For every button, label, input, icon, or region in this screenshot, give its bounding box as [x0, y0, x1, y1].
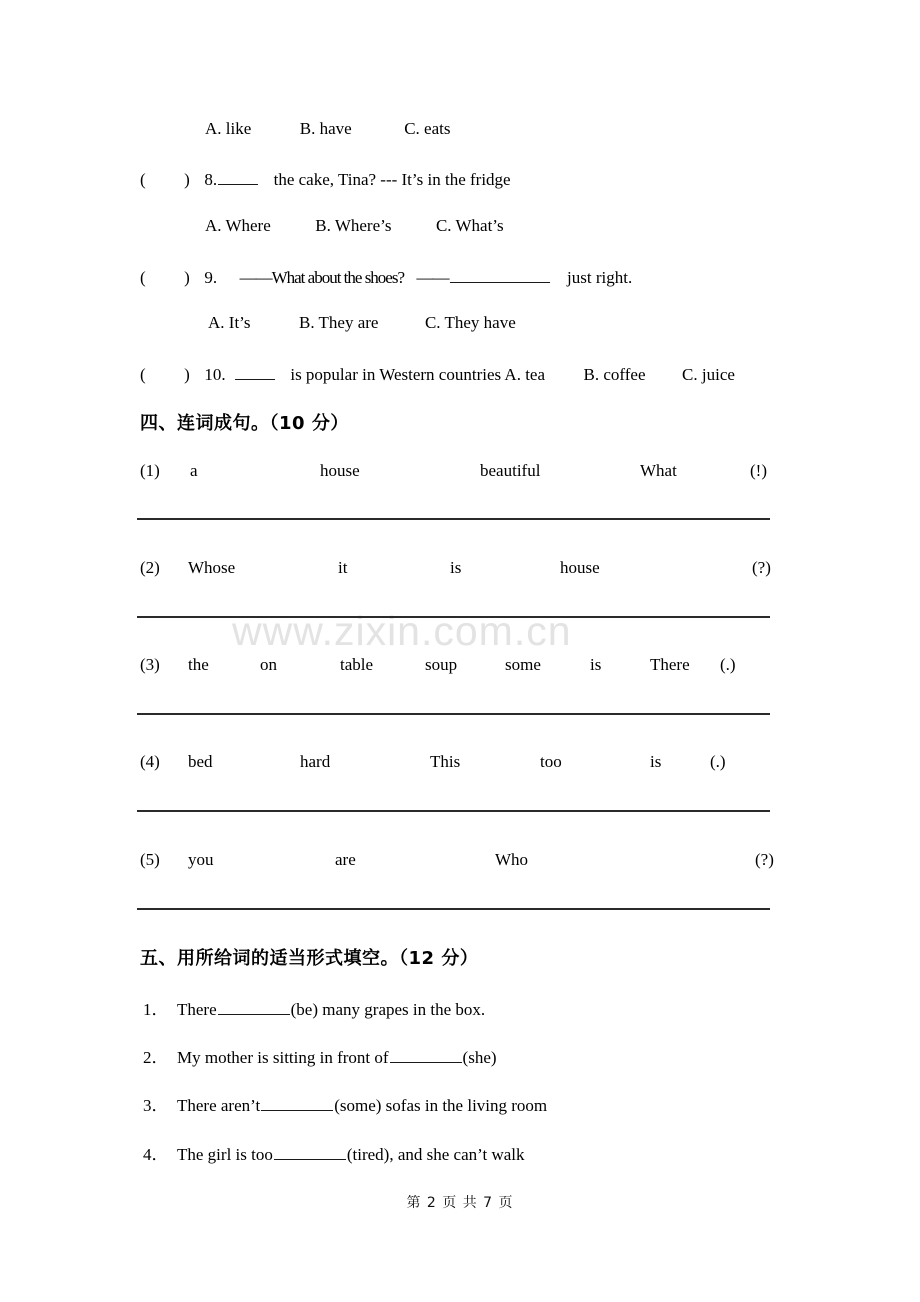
q8-stem-text: the cake, Tina? --- It’s in the fridge [273, 170, 511, 190]
fill-blank-item-3 [143, 1091, 547, 1116]
fill-blank-item-2 [143, 1043, 497, 1068]
word-token[interactable]: What [640, 461, 677, 480]
word-token[interactable]: house [560, 558, 600, 577]
item-text-before: The girl is too [177, 1145, 273, 1164]
q10-option-b[interactable]: B. coffee [583, 365, 646, 385]
q8-number: 8. [204, 170, 218, 190]
item-text-before: There [177, 1000, 217, 1019]
item-text-after: (some) sofas in the living room [334, 1096, 548, 1115]
word-token[interactable]: a [190, 461, 198, 480]
answer-blank[interactable] [261, 1094, 333, 1111]
q8-bracket-close: ) [184, 170, 190, 190]
item-text-after: (tired), and she can’t walk [346, 1145, 525, 1164]
word-token[interactable]: too [540, 752, 562, 771]
item-number: 4． [143, 1145, 169, 1164]
q10-bracket-open: ( [140, 365, 146, 385]
q9-number: 9. [204, 268, 218, 288]
item-number: 2． [143, 1048, 169, 1067]
word-token[interactable]: soup [425, 655, 458, 674]
answer-blank[interactable] [218, 998, 290, 1015]
answer-line[interactable] [137, 713, 770, 715]
page-footer: 第 2 页 共 7 页 [406, 1195, 514, 1211]
word-order-label: (1) [140, 461, 160, 480]
answer-line[interactable] [137, 810, 770, 812]
word-token[interactable]: is [450, 558, 462, 577]
question-9-options [208, 314, 516, 331]
answer-line[interactable] [137, 518, 770, 520]
item-text-after: (be) many grapes in the box. [290, 1000, 486, 1019]
word-order-label: (2) [140, 558, 160, 577]
word-token[interactable]: bed [188, 752, 213, 771]
item-number: 1． [143, 1000, 169, 1019]
q10-number: 10. [204, 365, 226, 385]
fill-blank-item-1 [143, 995, 485, 1020]
word-token[interactable]: the [188, 655, 209, 674]
word-token[interactable]: is [650, 752, 662, 771]
word-token[interactable]: on [260, 655, 277, 674]
answer-line[interactable] [137, 616, 770, 618]
section-four-heading: 四、连词成句。（10 分） [140, 413, 349, 434]
word-token[interactable]: There [650, 655, 690, 674]
q9-dash: —— [416, 268, 449, 288]
word-token[interactable]: (!) [750, 461, 767, 480]
q8-blank[interactable] [218, 168, 258, 185]
word-token[interactable]: is [590, 655, 602, 674]
word-order-label: (5) [140, 850, 160, 869]
item-text-before: There aren’t [177, 1096, 261, 1115]
word-order-label: (3) [140, 655, 160, 674]
word-token[interactable]: hard [300, 752, 331, 771]
q7-option-a[interactable]: A. like [205, 119, 252, 138]
question-10-stem [140, 363, 735, 383]
q8-bracket-open: ( [140, 170, 146, 190]
answer-blank[interactable] [274, 1143, 346, 1160]
question-8-stem [140, 168, 511, 188]
q9-option-b[interactable]: B. They are [299, 313, 379, 332]
word-token[interactable]: it [338, 558, 348, 577]
word-token[interactable]: This [430, 752, 461, 771]
q7-option-b[interactable]: B. have [299, 119, 352, 138]
word-token[interactable]: some [505, 655, 541, 674]
word-token[interactable]: Who [495, 850, 529, 869]
fill-blank-item-4 [143, 1140, 525, 1165]
q9-option-c[interactable]: C. They have [424, 313, 516, 332]
q10-option-c[interactable]: C. juice [682, 365, 735, 385]
word-token[interactable]: (?) [755, 850, 774, 869]
q8-option-b[interactable]: B. Where’s [315, 216, 392, 235]
answer-blank[interactable] [390, 1046, 462, 1063]
word-token[interactable]: house [320, 461, 360, 480]
word-token[interactable]: (.) [710, 752, 726, 771]
q9-bracket-open: ( [140, 268, 146, 288]
q9-stem-part2: just right. [567, 268, 633, 288]
section-five-heading: 五、用所给词的适当形式填空。（12 分） [140, 948, 479, 969]
question-9-stem [140, 266, 632, 286]
word-token[interactable]: you [188, 850, 214, 869]
item-text-after: (she) [462, 1048, 497, 1067]
q8-option-c[interactable]: C. What’s [435, 216, 504, 235]
word-order-label: (4) [140, 752, 160, 771]
word-token[interactable]: (.) [720, 655, 736, 674]
q8-option-a[interactable]: A. Where [205, 216, 271, 235]
site-watermark: www.zixin.com.cn [232, 608, 572, 654]
q7-option-c[interactable]: C. eats [404, 119, 451, 138]
word-token[interactable]: table [340, 655, 374, 674]
q9-bracket-close: ) [184, 268, 190, 288]
q10-blank[interactable] [235, 363, 275, 380]
item-text-before: My mother is sitting in front of [177, 1048, 389, 1067]
question-7-options [205, 120, 451, 137]
q9-blank[interactable] [450, 266, 550, 283]
word-token[interactable]: beautiful [480, 461, 541, 480]
question-8-options [205, 217, 504, 234]
answer-line[interactable] [137, 908, 770, 910]
word-token[interactable]: Whose [188, 558, 236, 577]
q9-stem-part1: ——What about the shoes? [239, 268, 405, 288]
item-number: 3． [143, 1096, 169, 1115]
q10-bracket-close: ) [184, 365, 190, 385]
q10-stem-text: is popular in Western countries A. tea [290, 365, 546, 385]
q9-option-a[interactable]: A. It’s [208, 313, 251, 332]
word-token[interactable]: (?) [752, 558, 771, 577]
word-token[interactable]: are [335, 850, 356, 869]
